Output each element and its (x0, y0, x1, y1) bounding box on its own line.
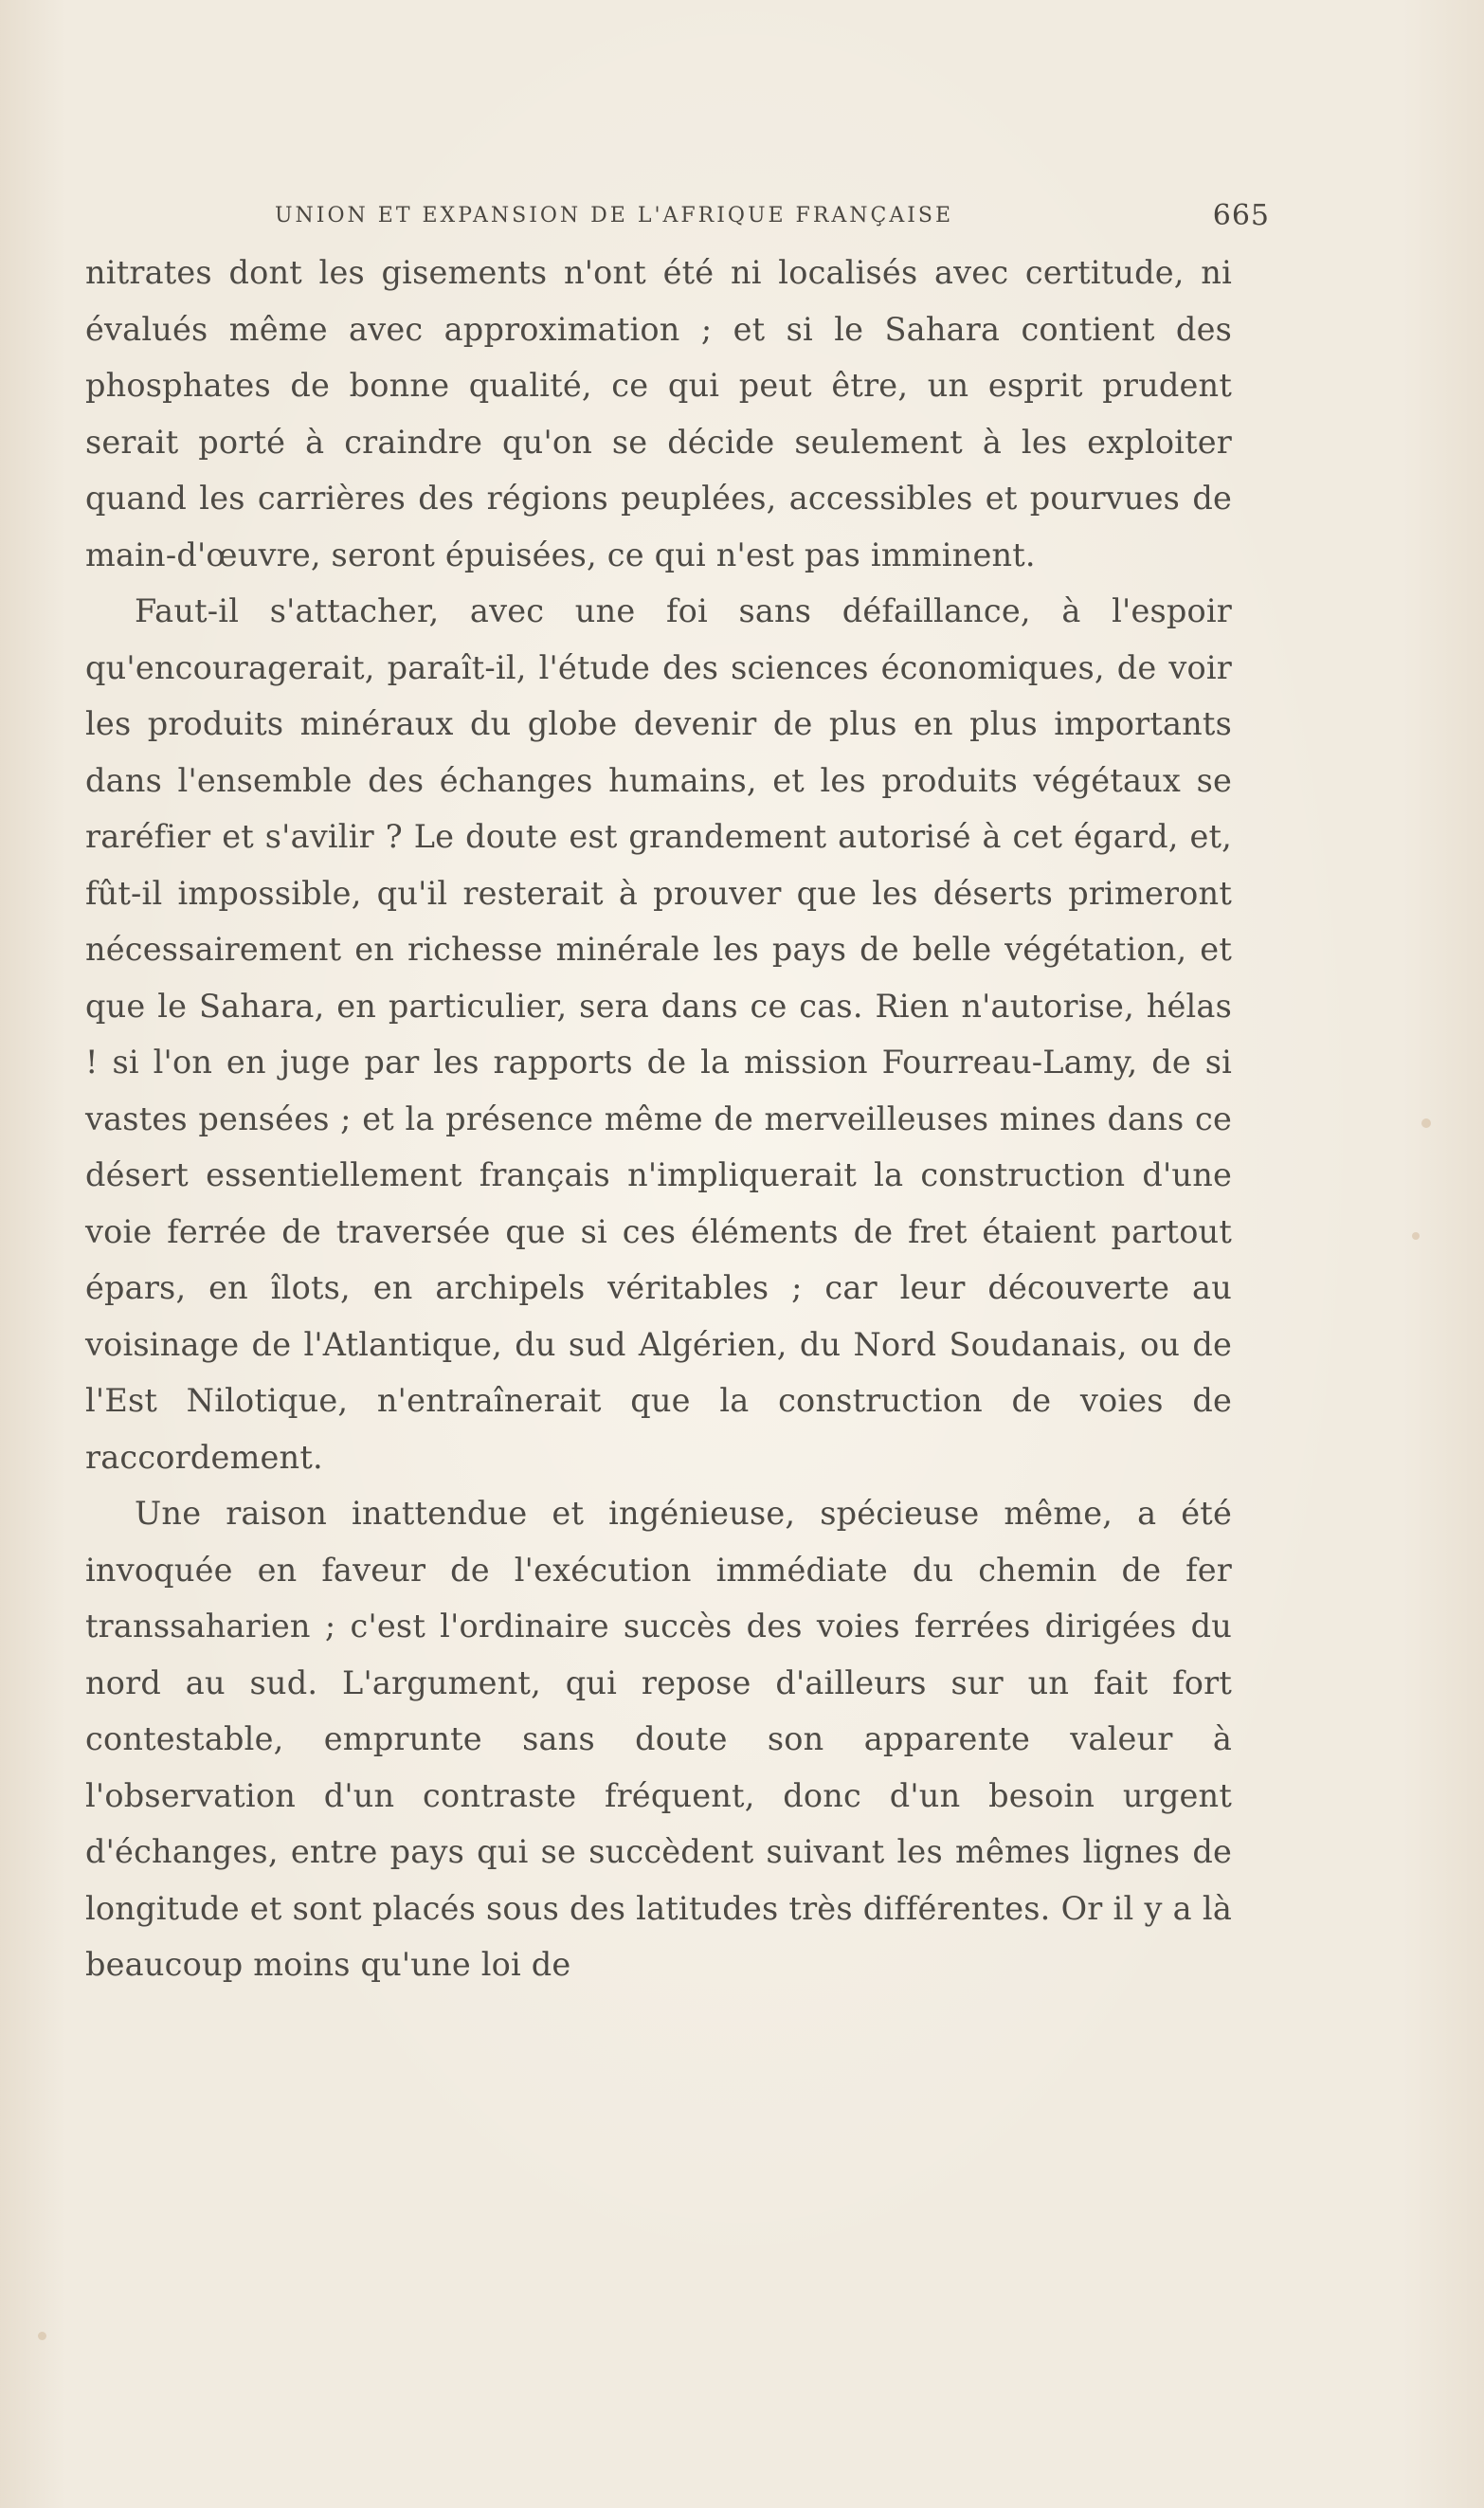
paragraph: Faut-il s'attacher, avec une foi sans défaillance, à l'espoir qu'encouragerait, paraît-il, l'étude des sciences économiques, de voir les produits minéraux du globe devenir de plus en plus importants dans l'ensemble des échanges humains, et les produits végétaux se raréfier et s'avilir ? Le doute est grandement autorisé à cet égard, et, fût-il impossible, qu'il resterait à prouver que les déserts primeront nécessairement en richesse minérale les pays de belle végétation, et que le Sahara, en particulier, sera dans ce cas. Rien n'autorise, hélas ! si l'on en juge par les rapports de la mission Fourreau-Lamy, de si vastes pensées ; et la présence même de merveilleuses mines dans ce désert essentiellement français n'impliquerait la construction d'une voie ferrée de traversée que si ces éléments de fret étaient partout épars, en îlots, en archipels véritables ; car leur découverte au voisinage de l'Atlantique, du sud Algérien, du Nord Soudanais, ou de l'Est Nilotique, n'entraînerait que la construction de voies de raccordement. (85, 592, 1232, 1476)
page-header (275, 197, 1270, 235)
paper-stain (1421, 1118, 1431, 1128)
paragraph: Une raison inattendue et ingénieuse, spécieuse même, a été invoquée en faveur de l'exécution immédiate du chemin de fer transsaharien ; c'est l'ordinaire succès des voies ferrées dirigées du nord au sud. L'argument, qui repose d'ailleurs sur un fait fort contestable, emprunte sans doute son apparente valeur à l'observation d'un contraste fréquent, donc d'un besoin urgent d'échanges, entre pays qui se succèdent suivant les mêmes lignes de longitude et sont placés sous des latitudes très différentes. Or il y a là beaucoup moins qu'une loi de (85, 1495, 1232, 1983)
paper-stain (1412, 1232, 1420, 1240)
running-title: UNION ET EXPANSION DE L'AFRIQUE FRANÇAISE (275, 204, 954, 227)
paper-stain (38, 2332, 46, 2340)
paragraph-continued: nitrates dont les gisements n'ont été ni localisés avec certitude, ni évalués même avec approximation ; et si le Sahara contient des phosphates de bonne qualité, ce qui peut être, un esprit prudent serait porté à craindre qu'on se décide seulement à les exploiter quand les carrières des régions peuplées, accessibles et pourvues de main-d'œuvre, seront épuisées, ce qui n'est pas imminent. (85, 254, 1232, 573)
body-text (85, 245, 1232, 1993)
page-number: 665 (1212, 199, 1270, 232)
